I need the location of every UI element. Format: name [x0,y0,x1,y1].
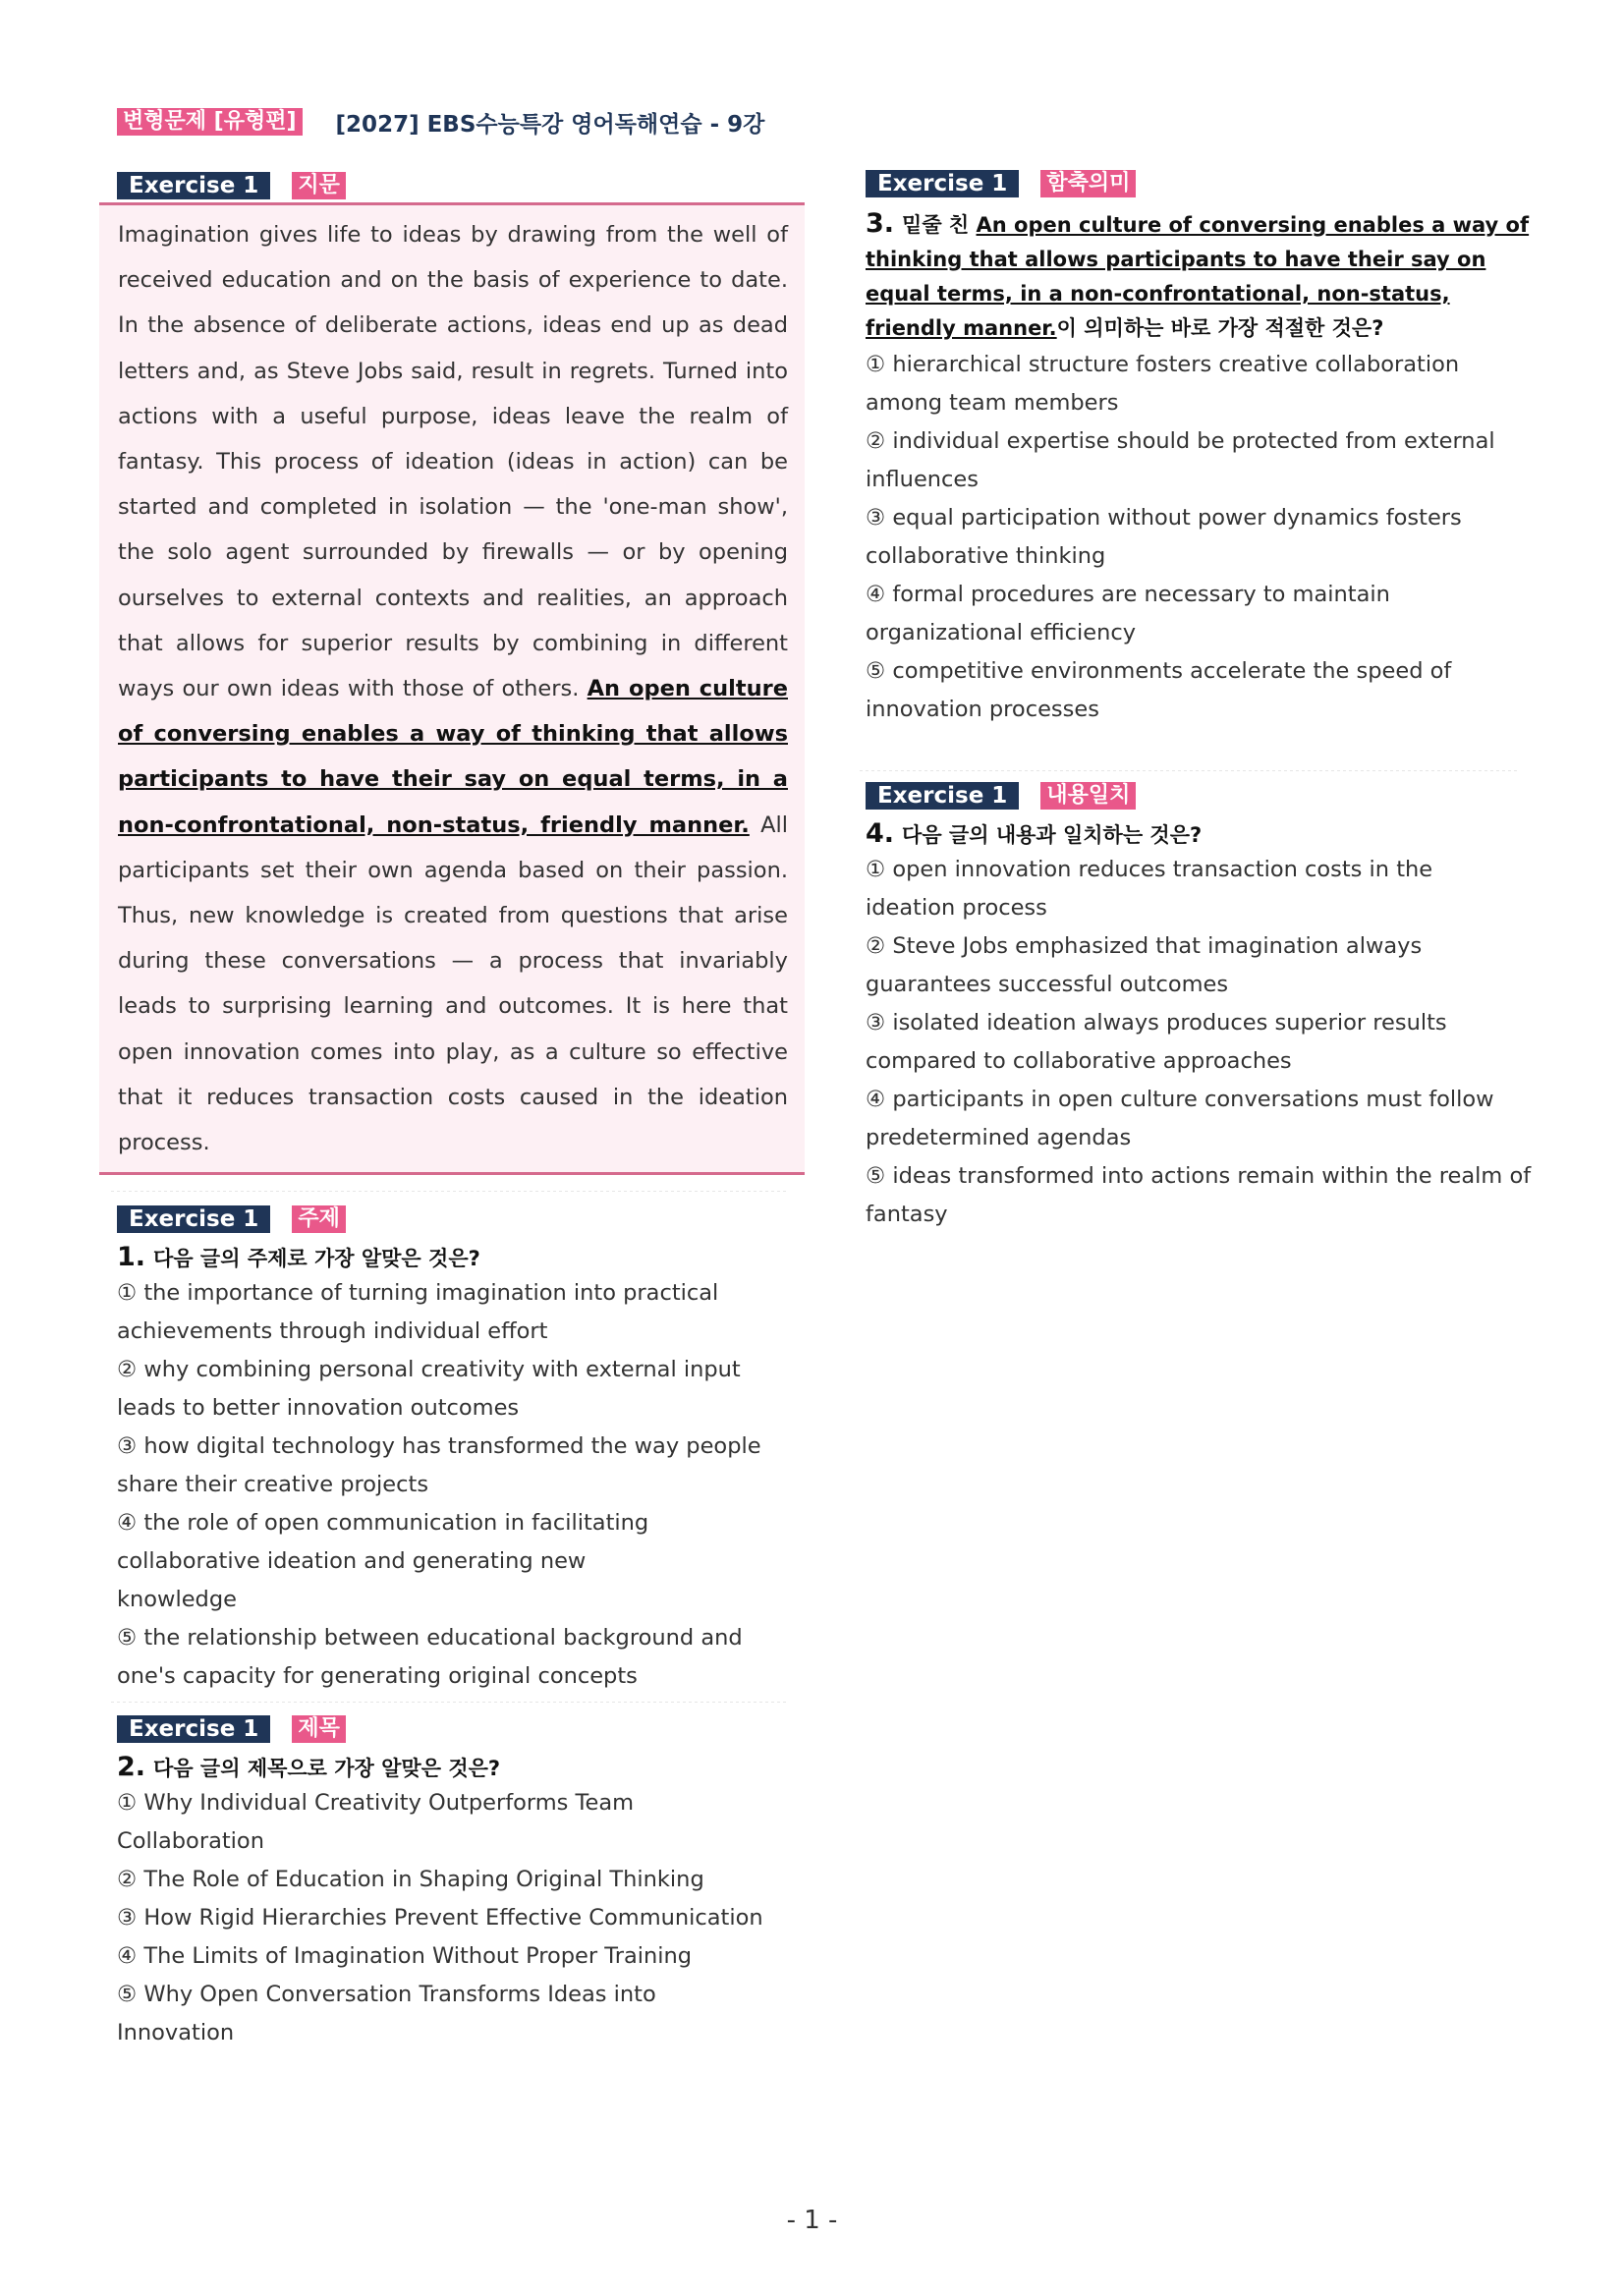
passage-text-after: All participants set their own agenda based on their passion. Thus, new knowledge is created from questions that arise during these conversations — a process that invariably leads to surprising learning and outcomes. It is here that open innovation comes into play, as a culture so effective that it reduces transaction costs caused in the ideation process. [118,812,789,1156]
answer-option[interactable]: ① the importance of turning imagination into practical achievements through individual effort [117,1280,719,1344]
answer-option[interactable]: ③ how digital technology has transformed the way people share their creative projects [117,1433,761,1497]
section-type-tag: 지문 [292,172,346,199]
question-stem [117,1242,805,1274]
passage-underlined-sentence: An open culture of conversing enables a way of thinking that allows participants to have their say on equal terms, in a non-confrontational, non-status, friendly manner. [118,676,788,838]
answer-option[interactable]: ⑤ Why Open Conversation Transforms Ideas into Innovation [117,1982,656,2045]
question-underlined-phrase: An open culture of conversing enables a way of thinking that allows participants to have their say on equal terms, in a non-confrontational, non-status, friendly manner. [866,213,1530,340]
answer-option[interactable]: ③ How Rigid Hierarchies Prevent Effective Communication [117,1905,763,1931]
question-text: 다음 글의 내용과 일치하는 것은? [902,823,1203,847]
answer-option[interactable]: ⑤ the relationship between educational background and one's capacity for generating original concepts [117,1625,743,1689]
divider [111,1702,789,1703]
question-3 [848,169,1530,729]
question-type-tag: 제목 [292,1715,346,1743]
answer-option[interactable]: ② individual expertise should be protected from external influences [866,428,1495,492]
question-number: 1. [117,1242,146,1272]
question-4 [848,781,1532,1234]
answer-options [117,1784,795,2052]
passage-exercise-header [99,171,805,200]
exercise-label: Exercise 1 [117,1715,270,1743]
question-2 [99,1714,805,2052]
exercise-label: Exercise 1 [866,782,1019,810]
page-header [117,107,764,137]
question-stem [117,1752,805,1784]
answer-option[interactable]: ② Steve Jobs emphasized that imagination always guarantees successful outcomes [866,933,1423,997]
question-text-suffix: 이 의미하는 바로 가장 적절한 것은? [1056,316,1384,340]
question-type-tag: 함축의미 [1040,170,1136,197]
question-text: 다음 글의 주제로 가장 알맞은 것은? [153,1247,480,1270]
page-number: - 1 - [786,2206,838,2235]
divider [111,1191,789,1192]
exercise-label: Exercise 1 [866,170,1019,197]
question-stem [866,818,1526,851]
exercise-label: Exercise 1 [117,172,270,199]
passage-text [99,205,805,1165]
answer-option[interactable]: ② The Role of Education in Shaping Original Thinking [117,1867,704,1892]
passage-text-before: Imagination gives life to ideas by drawing from the well of received education and on the basis of experience to date. In the absence of deliberate actions, ideas end up as dead letters and, as Steve Jobs said, result in regrets. Turned into actions with a useful purpose, ideas leave the realm of fantasy. This process of ideation (ideas in action) can be started and completed in isolation — the 'one-man show', the solo agent surrounded by firewalls — or by opening ourselves to external contexts and realities, an approach that allows for superior results by combining in different ways our own ideas with those of others. [118,222,788,702]
question-text: 다음 글의 제목으로 가장 알맞은 것은? [153,1757,501,1780]
answer-option[interactable]: ② why combining personal creativity with external input leads to better innovation outcomes [117,1357,741,1421]
answer-option[interactable]: ④ participants in open culture conversations must follow predetermined agendas [866,1087,1494,1150]
answer-option[interactable]: ④ The Limits of Imagination Without Proper Training [117,1943,693,1969]
question-1 [99,1204,805,1696]
question-type-tag: 주제 [292,1205,346,1233]
question-type-tag: 내용일치 [1040,782,1136,810]
answer-option[interactable]: ③ isolated ideation always produces superior results compared to collaborative approaches [866,1010,1447,1074]
question-number: 2. [117,1752,146,1782]
answer-option[interactable]: ④ the role of open communication in facilitating collaborative ideation and generating new knowledge [117,1510,649,1612]
exercise-label: Exercise 1 [117,1205,270,1233]
worksheet-type-tag: 변형문제 [유형편] [117,108,303,136]
answer-option[interactable]: ③ equal participation without power dynamics fosters collaborative thinking [866,505,1462,569]
divider [860,770,1518,771]
question-number: 4. [866,818,895,849]
answer-options [117,1274,795,1696]
question-stem [866,206,1543,346]
answer-options [866,346,1534,729]
answer-option[interactable]: ④ formal procedures are necessary to maintain organizational efficiency [866,582,1390,645]
answer-option[interactable]: ① open innovation reduces transaction costs in the ideation process [866,857,1433,921]
question-number: 3. [866,208,895,239]
answer-option[interactable]: ⑤ competitive environments accelerate the speed of innovation processes [866,658,1452,722]
answer-option[interactable]: ⑤ ideas transformed into actions remain within the realm of fantasy [866,1163,1532,1227]
page-title: [2027] EBS수능특강 영어독해연습 - 9강 [335,111,765,138]
answer-option[interactable]: ① Why Individual Creativity Outperforms Team Collaboration [117,1790,635,1854]
answer-options [866,851,1543,1234]
question-text-prefix: 밑줄 친 [902,213,977,237]
passage-box [99,202,805,1175]
answer-option[interactable]: ① hierarchical structure fosters creative collaboration among team members [866,352,1460,416]
